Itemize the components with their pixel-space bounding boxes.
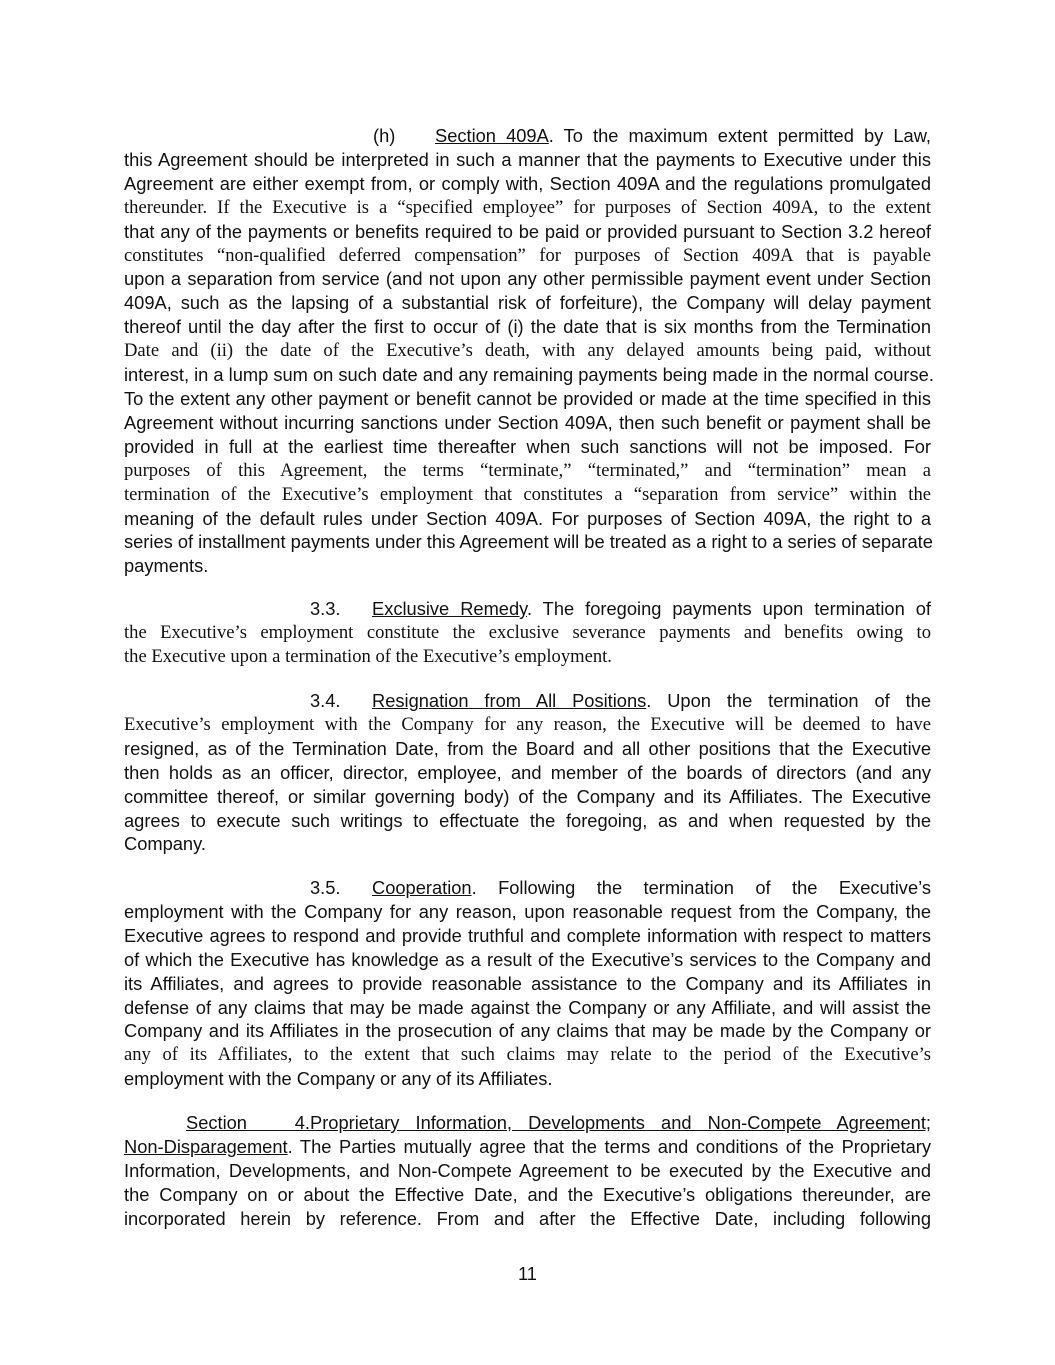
paragraph-line: interest, in a lump sum on such date and any remaining payments being made in the normal course. bbox=[124, 364, 934, 386]
paragraph-text: . The Parties mutually agree that the terms and conditions of the Proprietary bbox=[287, 1135, 931, 1157]
paragraph-line bbox=[124, 1111, 931, 1135]
section-heading: Resignation from All Positions bbox=[372, 690, 647, 711]
paragraph-line: Agreement without incurring sanctions under Section 409A, then such benefit or payment shall be bbox=[124, 411, 931, 433]
paragraph-line: the Executive’s employment constitute the exclusive severance payments and benefits owing to bbox=[124, 621, 931, 643]
paragraph-line: that any of the payments or benefits required to be paid or provided pursuant to Section 3.2 hereof bbox=[124, 220, 931, 242]
paragraph-line: resigned, as of the Termination Date, from the Board and all other positions that the Executive bbox=[124, 737, 931, 759]
section-heading: Cooperation bbox=[372, 877, 472, 898]
paragraph-line: agrees to execute such writings to effectuate the foregoing, as and when requested by the bbox=[124, 809, 931, 831]
paragraph-line: Company and its Affiliates in the prosecution of any claims that may be made by the Company or bbox=[124, 1020, 931, 1042]
paragraph-line: meaning of the default rules under Section 409A. For purposes of Section 409A, the right to a bbox=[124, 507, 931, 529]
paragraph-section-4 bbox=[124, 1111, 931, 1231]
paragraph-line: committee thereof, or similar governing body) of the Company and its Affiliates. The Executive bbox=[124, 785, 931, 807]
paragraph-line: 409A, such as the lapsing of a substantial risk of forfeiture), the Company will delay payment bbox=[124, 292, 931, 314]
paragraph-line: its Affiliates, and agrees to provide reasonable assistance to the Company and its Affiliates in bbox=[124, 972, 931, 994]
paragraph-line: payments. bbox=[124, 555, 209, 577]
paragraph-text: . Following the termination of the Executive’s bbox=[471, 877, 931, 898]
paragraph-3-3 bbox=[124, 597, 931, 669]
paragraph-line: Information, Developments, and Non-Compete Agreement to be executed by the Executive and bbox=[124, 1159, 931, 1181]
page-number: 11 bbox=[518, 1263, 537, 1284]
paragraph-line: constitutes “non-qualified deferred compensation” for purposes of Section 409A that is payable bbox=[124, 244, 931, 266]
paragraph-line: series of installment payments under this Agreement will be treated as a right to a series of separate bbox=[124, 531, 933, 553]
paragraph-text: . The foregoing payments upon termination of bbox=[526, 598, 932, 619]
paragraph-3-5 bbox=[124, 876, 931, 1091]
paragraph-line: the Executive upon a termination of the Executive’s employment. bbox=[124, 645, 612, 667]
paragraph-line: Date and (ii) the date of the Executive’s death, with any delayed amounts being paid, without bbox=[124, 340, 931, 362]
paragraph-line: of which the Executive has knowledge as a result of the Executive’s services to the Company and bbox=[124, 948, 931, 970]
section-heading: Section 409A bbox=[435, 125, 549, 146]
paragraph-line: Company. bbox=[124, 833, 206, 855]
section-heading: Proprietary Information, Developments and Non-Compete Agreement; bbox=[310, 1112, 931, 1133]
section-heading: Exclusive Remedy bbox=[372, 598, 527, 619]
paragraph-line: this Agreement should be interpreted in such a manner that the payments to Executive under this bbox=[124, 148, 931, 170]
paragraph-line bbox=[124, 124, 931, 148]
paragraph-line bbox=[124, 597, 931, 621]
paragraph-line: termination of the Executive’s employment that constitutes a “separation from service” within the bbox=[124, 483, 931, 505]
paragraph-text: . To the maximum extent permitted by Law, bbox=[548, 125, 931, 146]
paragraph-3-4 bbox=[124, 689, 931, 856]
paragraph-line: provided in full at the earliest time thereafter when such sanctions will not be imposed. For bbox=[124, 435, 931, 457]
paragraph-marker: 3.3. bbox=[310, 598, 341, 619]
paragraph-line bbox=[124, 1135, 931, 1159]
paragraph-line: employment with the Company or any of its Affiliates. bbox=[124, 1068, 553, 1090]
paragraph-line: upon a separation from service (and not upon any other permissible payment event under Section bbox=[124, 268, 931, 290]
paragraph-marker: 3.4. bbox=[310, 690, 341, 711]
paragraph-line: purposes of this Agreement, the terms “terminate,” “terminated,” and “termination” mean a bbox=[124, 459, 931, 481]
paragraph-line: To the extent any other payment or benefit cannot be provided or made at the time specified in this bbox=[124, 387, 931, 409]
paragraph-marker: Section 4. bbox=[186, 1112, 310, 1133]
section-heading: Non-Disparagement bbox=[124, 1135, 288, 1157]
paragraph-line bbox=[124, 689, 931, 713]
paragraph-marker: 3.5. bbox=[310, 877, 341, 898]
paragraph-line: thereof until the day after the first to occur of (i) the date that is six months from the Termination bbox=[124, 316, 931, 338]
paragraph-line: thereunder. If the Executive is a “specified employee” for purposes of Section 409A, to the extent bbox=[124, 196, 931, 218]
paragraph-line: any of its Affiliates, to the extent that such claims may relate to the period of the Executive’s bbox=[124, 1044, 931, 1066]
paragraph-h bbox=[124, 124, 934, 578]
paragraph-line: defense of any claims that may be made against the Company or any Affiliate, and will assist the bbox=[124, 996, 931, 1018]
paragraph-line: Executive’s employment with the Company for any reason, the Executive will be deemed to have bbox=[124, 713, 931, 735]
paragraph-line: then holds as an officer, director, employee, and member of the boards of directors (and any bbox=[124, 761, 931, 783]
paragraph-line bbox=[124, 876, 931, 900]
paragraph-marker: (h) bbox=[373, 125, 396, 146]
paragraph-line: incorporated herein by reference. From and after the Effective Date, including following bbox=[124, 1207, 931, 1229]
paragraph-line: employment with the Company for any reason, upon reasonable request from the Company, the bbox=[124, 900, 931, 922]
paragraph-text: . Upon the termination of the bbox=[646, 690, 931, 711]
paragraph-line: Executive agrees to respond and provide truthful and complete information with respect to matters bbox=[124, 924, 931, 946]
paragraph-line: the Company on or about the Effective Date, and the Executive’s obligations thereunder, are bbox=[124, 1183, 931, 1205]
paragraph-line: Agreement are either exempt from, or comply with, Section 409A and the regulations promulgated bbox=[124, 172, 931, 194]
